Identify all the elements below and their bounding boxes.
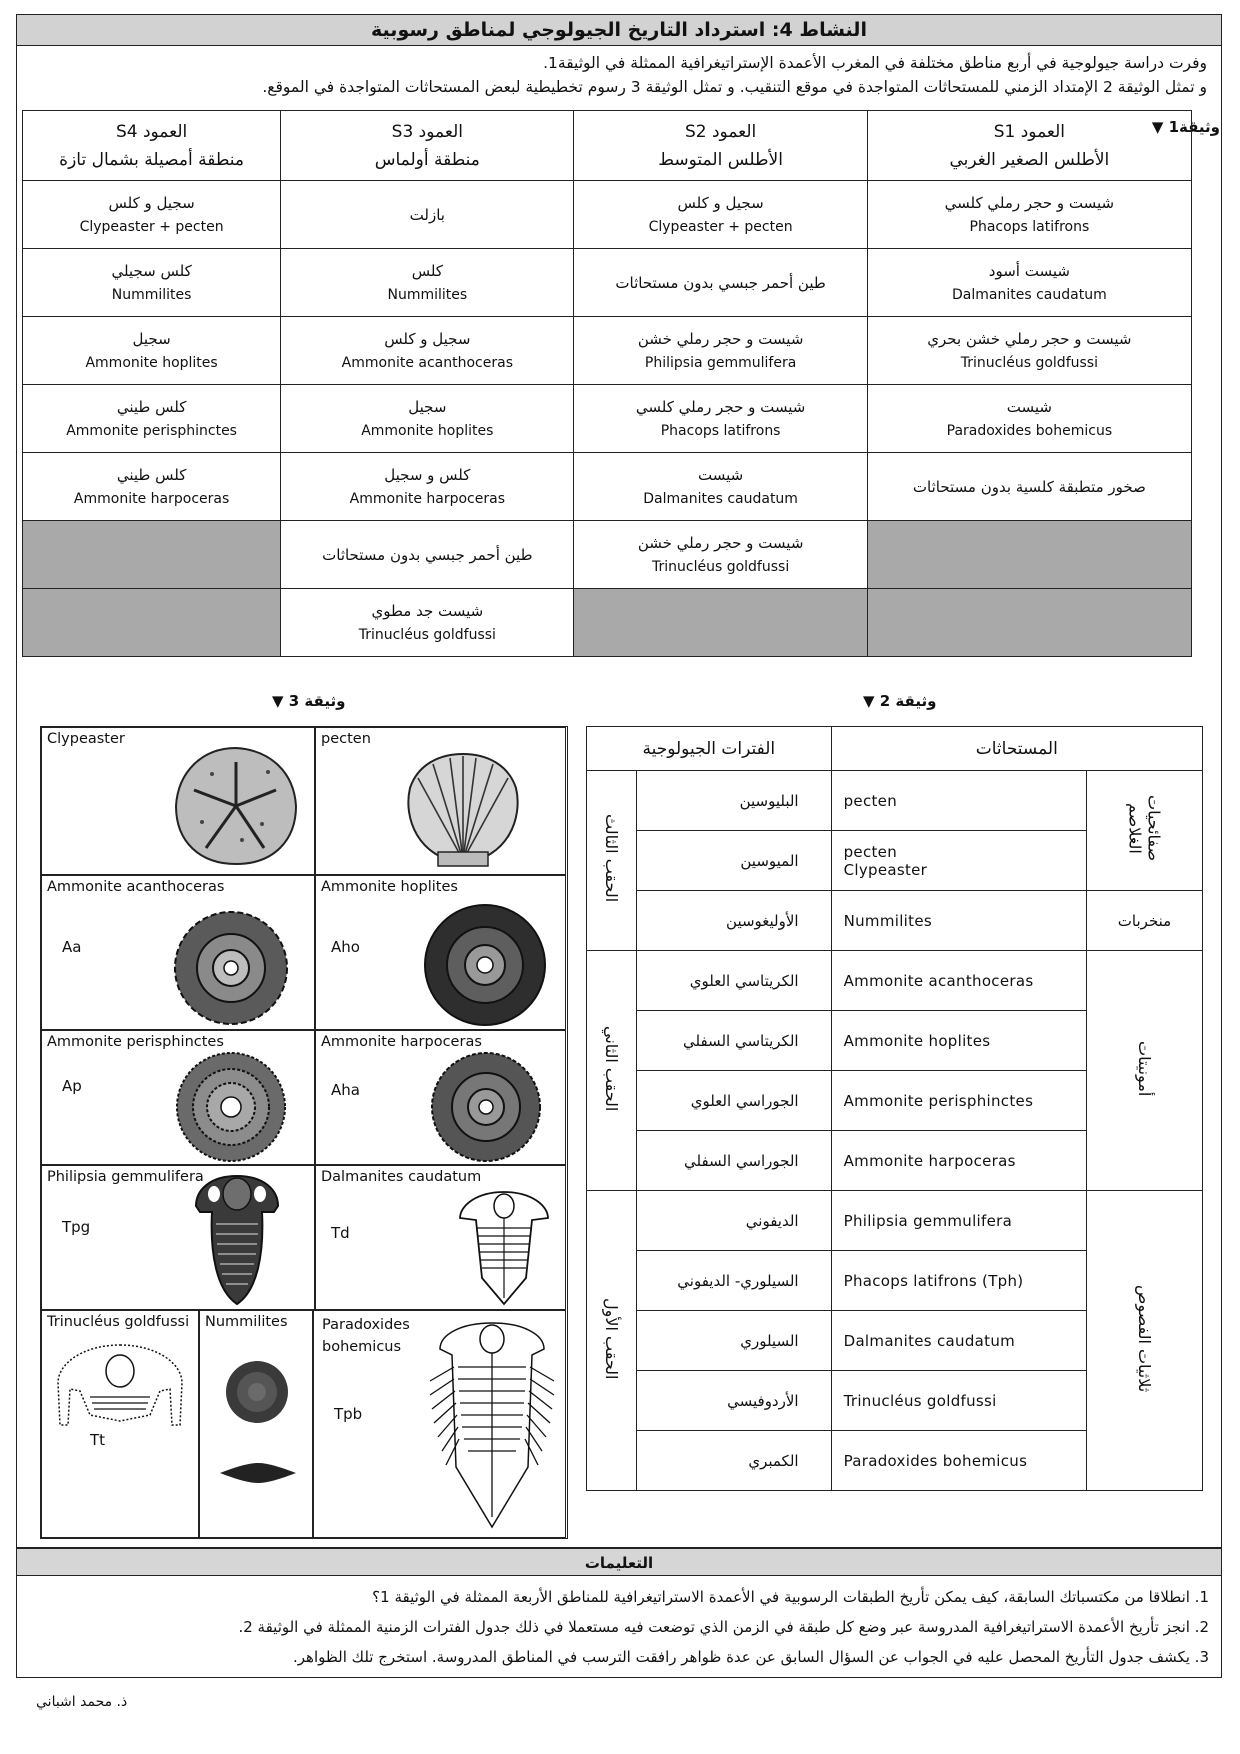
fossil-name: Clypeaster + pecten <box>648 218 793 235</box>
column-header-s4: العمود S4 منطقة أمصيلة بشمال تازة <box>23 111 281 181</box>
author-signature: ذ. محمد اشباني <box>36 1694 128 1710</box>
rock-type: صخور متطبقة كلسية بدون مستحاثات <box>912 477 1146 496</box>
instruction-item: 1. انطلاقا من مكتسباتك السابقة، كيف يمكن تأريخ الطبقات الرسوبية في الأعمدة الاستراتيغرافية للمناطق الأربعة الممثلة في الوثيقة 1؟ <box>372 1588 1209 1606</box>
group-ammonites: أمونيتات <box>1087 951 1203 1191</box>
fossil-name: Trinucléus goldfussi <box>652 558 790 575</box>
period-cell: السيلوري- الديفوني <box>637 1251 832 1311</box>
header-periods: الفترات الجيولوجية <box>587 727 832 771</box>
instruction-item: 2. انجز تأريخ الأعمدة الاستراتيغرافية المدروسة عبر وضع كل طبقة في الزمن الذي توضعت فيه مستعملا في ذلك جدول الفترات الزمنية الممثلة في الوثيقة 2. <box>238 1618 1209 1636</box>
fossil-card-paradoxides: Paradoxides bohemicus Tpb <box>313 1310 566 1538</box>
stratum-cell <box>23 249 281 317</box>
stratum-cell <box>23 181 281 249</box>
rock-type: شيست <box>698 465 744 484</box>
fossil-cell: pecten Clypeaster <box>831 831 1086 891</box>
period-cell: الميوسين <box>637 831 832 891</box>
period-cell: الديفوني <box>637 1191 832 1251</box>
fossil-cell: Nummilites <box>831 891 1086 951</box>
clypeaster-drawing <box>172 744 300 868</box>
ammonite-acanthoceras-drawing <box>170 908 292 1028</box>
rock-type: طين أحمر جبسي بدون مستحاثات <box>322 545 533 564</box>
rock-type: سجيل و كلس <box>384 329 471 348</box>
rock-type: شيست و حجر رملي كلسي <box>635 397 806 416</box>
doc1-table <box>22 110 1192 657</box>
stratum-row <box>23 521 1192 589</box>
rock-type: سجيل <box>408 397 447 416</box>
fossil-cell: Paradoxides bohemicus <box>831 1431 1086 1491</box>
fossil-name: Dalmanites caudatum <box>952 286 1107 303</box>
activity-title: النشاط 4: استرداد التاريخ الجيولوجي لمناطق رسوبية <box>17 15 1221 46</box>
stratum-cell <box>281 249 574 317</box>
group-lamellibranchs: صفائحيات الغلاصم <box>1087 771 1203 891</box>
stratum-cell <box>281 385 574 453</box>
stratum-cell <box>281 317 574 385</box>
fossil-card-pecten: pecten <box>315 727 566 875</box>
instructions-list <box>16 1576 1222 1678</box>
fossil-name: Phacops latifrons <box>969 218 1090 235</box>
period-cell: السيلوري <box>637 1311 832 1371</box>
fossil-cell: Ammonite acanthoceras <box>831 951 1086 1011</box>
fossil-card-harpoceras: Ammonite harpoceras Aha <box>315 1030 566 1165</box>
fossil-card-philipsia: Philipsia gemmulifera Tpg <box>41 1165 315 1310</box>
stratum-cell <box>867 453 1191 521</box>
fossil-name: Trinucléus goldfussi <box>960 354 1098 371</box>
paradoxides-name: Paradoxides bohemicus <box>322 1317 410 1355</box>
rock-type: سجيل و كلس <box>108 193 195 212</box>
fossil-card-acanthoceras: Ammonite acanthoceras Aa <box>41 875 315 1030</box>
group-trilobites: ثلاثيات الفصوص <box>1087 1191 1203 1491</box>
nummilites-disc-drawing <box>224 1359 290 1425</box>
fossil-cell: Ammonite harpoceras <box>831 1131 1086 1191</box>
fossil-cell: Ammonite hoplites <box>831 1011 1086 1071</box>
fossil-name: Ammonite harpoceras <box>349 490 505 507</box>
header-fossils: المستحاثات <box>831 727 1202 771</box>
fossil-cell: pecten <box>831 771 1086 831</box>
trinucleus-drawing <box>50 1337 190 1429</box>
paradoxides-drawing <box>424 1317 560 1535</box>
doc3-fossil-grid <box>40 726 568 1539</box>
fossil-card-dalmanites: Dalmanites caudatum Td <box>315 1165 566 1310</box>
doc2-label: وثيقة 2 ▼ <box>863 692 937 710</box>
stratum-cell <box>867 181 1191 249</box>
fossil-card-hoplites: Ammonite hoplites Aho <box>315 875 566 1030</box>
doc1-label: وثيقة1 ▼ <box>1151 118 1220 136</box>
stratum-cell <box>23 317 281 385</box>
stratum-cell <box>574 181 867 249</box>
intro-text <box>27 51 1207 99</box>
ammonite-harpoceras-drawing <box>426 1051 546 1163</box>
rock-type: سجيل و كلس <box>677 193 764 212</box>
rock-type: طين أحمر جبسي بدون مستحاثات <box>615 273 826 292</box>
stratum-cell <box>867 385 1191 453</box>
stratum-row <box>23 385 1192 453</box>
nummilites-section-drawing <box>218 1461 298 1485</box>
rock-type: شيست أسود <box>988 261 1070 280</box>
dalmanites-drawing <box>456 1188 552 1308</box>
era-third: الحقب الثالث <box>587 771 637 951</box>
period-cell: الجوراسي العلوي <box>637 1071 832 1131</box>
stratum-cell <box>281 521 574 589</box>
stratum-row <box>23 589 1192 657</box>
rock-type: كلس طيني <box>116 465 187 484</box>
period-cell: الأردوفيسي <box>637 1371 832 1431</box>
period-cell: الأوليغوسين <box>637 891 832 951</box>
instructions-title: التعليمات <box>16 1548 1222 1576</box>
fossil-card-nummilites: Nummilites <box>199 1310 313 1538</box>
column-header-s1: العمود S1 الأطلس الصغير الغربي <box>867 111 1191 181</box>
era-second: الحقب الثاني <box>587 951 637 1191</box>
stratum-cell <box>23 385 281 453</box>
fossil-name: Phacops latifrons <box>660 422 781 439</box>
stratum-cell <box>867 589 1191 657</box>
stratum-cell <box>574 589 867 657</box>
fossil-card-clypeaster: Clypeaster <box>41 727 315 875</box>
group-foraminifera: منخربات <box>1087 891 1203 951</box>
philipsia-drawing <box>192 1172 282 1308</box>
column-header-s2: العمود S2 الأطلس المتوسط <box>574 111 867 181</box>
rock-type: شيست و حجر رملي خشن بحري <box>927 329 1132 348</box>
fossil-cell: Trinucléus goldfussi <box>831 1371 1086 1431</box>
fossil-cell: Dalmanites caudatum <box>831 1311 1086 1371</box>
fossil-name: Ammonite hoplites <box>85 354 218 371</box>
stratum-cell <box>867 317 1191 385</box>
ammonite-perisphinctes-drawing <box>172 1051 290 1163</box>
rock-type: شيست <box>1006 397 1052 416</box>
stratum-row <box>23 181 1192 249</box>
stratum-cell <box>574 317 867 385</box>
period-cell: الكريتاسي السفلي <box>637 1011 832 1071</box>
rock-type: شيست و حجر رملي خشن <box>637 329 804 348</box>
rock-type: كلس طيني <box>116 397 187 416</box>
rock-type: شيست و حجر رملي كلسي <box>944 193 1115 212</box>
rock-type: كلس سجيلي <box>111 261 192 280</box>
fossil-card-trinucleus: Trinucléus goldfussi Tt <box>41 1310 199 1538</box>
intro-line: و تمثل الوثيقة 2 الإمتداد الزمني للمستحاثات المتواجدة في موقع التنقيب. و تمثل الوثيقة 3 رسوم تخطيطية لبعض المستحاثات المتواجدة في الموقع. <box>262 78 1207 96</box>
fossil-cell: Philipsia gemmulifera <box>831 1191 1086 1251</box>
stratum-cell <box>23 589 281 657</box>
fossil-cell: Ammonite perisphinctes <box>831 1071 1086 1131</box>
rock-type: كلس <box>411 261 443 280</box>
column-header-s3: العمود S3 منطقة أولماس <box>281 111 574 181</box>
stratum-cell <box>281 589 574 657</box>
stratum-cell <box>867 521 1191 589</box>
fossil-name: Ammonite perisphinctes <box>66 422 237 439</box>
period-cell: البليوسين <box>637 771 832 831</box>
fossil-name: Ammonite hoplites <box>361 422 494 439</box>
stratum-cell <box>867 249 1191 317</box>
stratum-cell <box>281 181 574 249</box>
fossil-card-perisphinctes: Ammonite perisphinctes Ap <box>41 1030 315 1165</box>
fossil-name: Philipsia gemmulifera <box>644 354 797 371</box>
stratum-cell <box>574 521 867 589</box>
period-cell: الكريتاسي العلوي <box>637 951 832 1011</box>
fossil-cell: Phacops latifrons (Tph) <box>831 1251 1086 1311</box>
fossil-name: Trinucléus goldfussi <box>358 626 496 643</box>
intro-line: وفرت دراسة جيولوجية في أربع مناطق مختلفة في المغرب الأعمدة الإستراتيغرافية الممثلة في الوثيقة1. <box>543 54 1207 72</box>
fossil-name: Dalmanites caudatum <box>643 490 798 507</box>
stratum-cell <box>281 453 574 521</box>
stratum-cell <box>574 249 867 317</box>
stratum-cell <box>574 385 867 453</box>
fossil-name: Ammonite acanthoceras <box>341 354 513 371</box>
fossil-name: Nummilites <box>387 286 468 303</box>
rock-type: سجيل <box>132 329 171 348</box>
rock-type: شيست و حجر رملي خشن <box>637 533 804 552</box>
stratum-row <box>23 249 1192 317</box>
rock-type: شيست جد مطوي <box>371 601 484 620</box>
stratum-cell <box>574 453 867 521</box>
rock-type: بازلت <box>409 205 445 224</box>
fossil-name: Clypeaster + pecten <box>79 218 224 235</box>
fossil-name: Paradoxides bohemicus <box>946 422 1113 439</box>
doc3-label: وثيقة 3 ▼ <box>272 692 346 710</box>
fossil-name: Ammonite harpoceras <box>73 490 230 507</box>
pecten-drawing <box>398 748 528 868</box>
fossil-name: Nummilites <box>111 286 192 303</box>
stratum-row <box>23 453 1192 521</box>
ammonite-hoplites-drawing <box>421 902 549 1028</box>
period-cell: الكمبري <box>637 1431 832 1491</box>
doc2-table <box>586 726 1203 1491</box>
stratum-cell <box>23 521 281 589</box>
rock-type: كلس و سجيل <box>384 465 471 484</box>
stratum-cell <box>23 453 281 521</box>
instruction-item: 3. يكشف جدول التأريخ المحصل عليه في الجواب عن السؤال السابق عن عدة ظواهر رافقت الترسب في المناطق المدروسة. استخرج تلك الظواهر. <box>293 1648 1209 1666</box>
era-first: الحقب الأول <box>587 1191 637 1491</box>
stratum-row <box>23 317 1192 385</box>
period-cell: الجوراسي السفلي <box>637 1131 832 1191</box>
